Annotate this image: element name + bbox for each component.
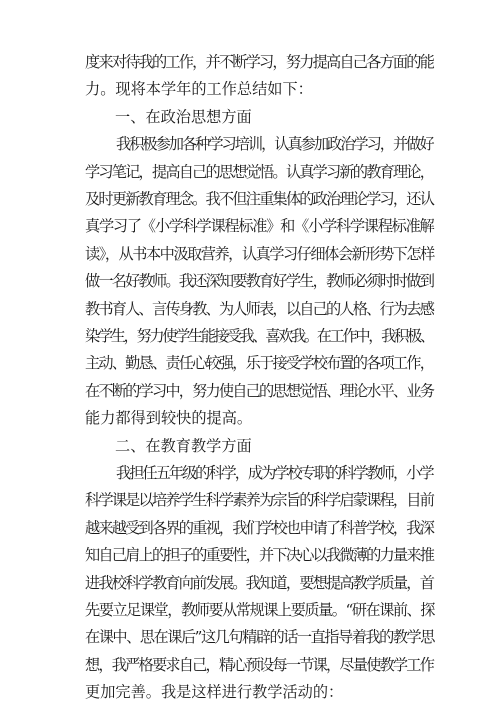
text-line: 先要立足课堂，教师要从常规课上要质量。“研在课前、探: [85, 601, 434, 619]
text-line: 在课中、思在课后”这几句精辟的话一直指导着我的教学思: [85, 628, 434, 647]
text-line: 及时更新教育理念。我不但注重集体的政治理论学习，还认: [85, 190, 434, 208]
text-line: 度来对待我的工作，并不断学习，努力提高自己各方面的能: [85, 53, 434, 71]
text-line: 真学习了《小学科学课程标准》和《小学科学课程标准解: [85, 217, 434, 236]
section-heading-teaching: 二、在教育教学方面: [115, 436, 252, 455]
text-line: 教书育人、言传身教、为人师表，以自己的人格、行为去感: [85, 299, 434, 318]
section-heading-politics: 一、在政治思想方面: [115, 107, 252, 126]
text-line: 我积极参加各种学习培训，认真参加政治学习，并做好: [116, 135, 433, 154]
text-line: 想，我严格要求自己，精心预设每一节课，尽量使教学工作: [85, 655, 434, 674]
text-line: 我担任五年级的科学，成为学校专职的科学教师，小学: [116, 464, 433, 482]
text-line: 学习笔记，提高自己的思想觉悟。认真学习新的教育理论，: [85, 162, 434, 181]
text-line: 科学课是以培养学生科学素养为宗旨的科学启蒙课程，目前: [85, 491, 434, 510]
text-line: 做一名好教师。我还深知要教育好学生，教师必须时时做到: [85, 272, 434, 291]
text-line: 能力都得到较快的提高。: [85, 409, 253, 428]
text-line: 读》，从书本中汲取营养，认真学习仔细体会新形势下怎样: [85, 244, 434, 263]
text-line: 更加完善。我是这样进行教学活动的：: [85, 683, 344, 702]
text-line: 主动、勤恳、责任心较强，乐于接受学校布置的各项工作，: [85, 354, 434, 373]
text-line: 力。现将本学年的工作总结如下：: [85, 80, 313, 99]
text-line: 知自己肩上的担子的重要性，并下决心以我微薄的力量来推: [85, 546, 434, 565]
text-line: 越来越受到各界的重视，我们学校也申请了科普学校，我深: [85, 518, 434, 537]
text-line: 在不断的学习中，努力使自己的思想觉悟、理论水平、业务: [85, 381, 434, 400]
text-line: 染学生，努力使学生能接受我、喜欢我。在工作中，我积极、: [85, 327, 433, 345]
text-line: 进我校科学教育向前发展。我知道，要想提高教学质量，首: [85, 573, 434, 592]
